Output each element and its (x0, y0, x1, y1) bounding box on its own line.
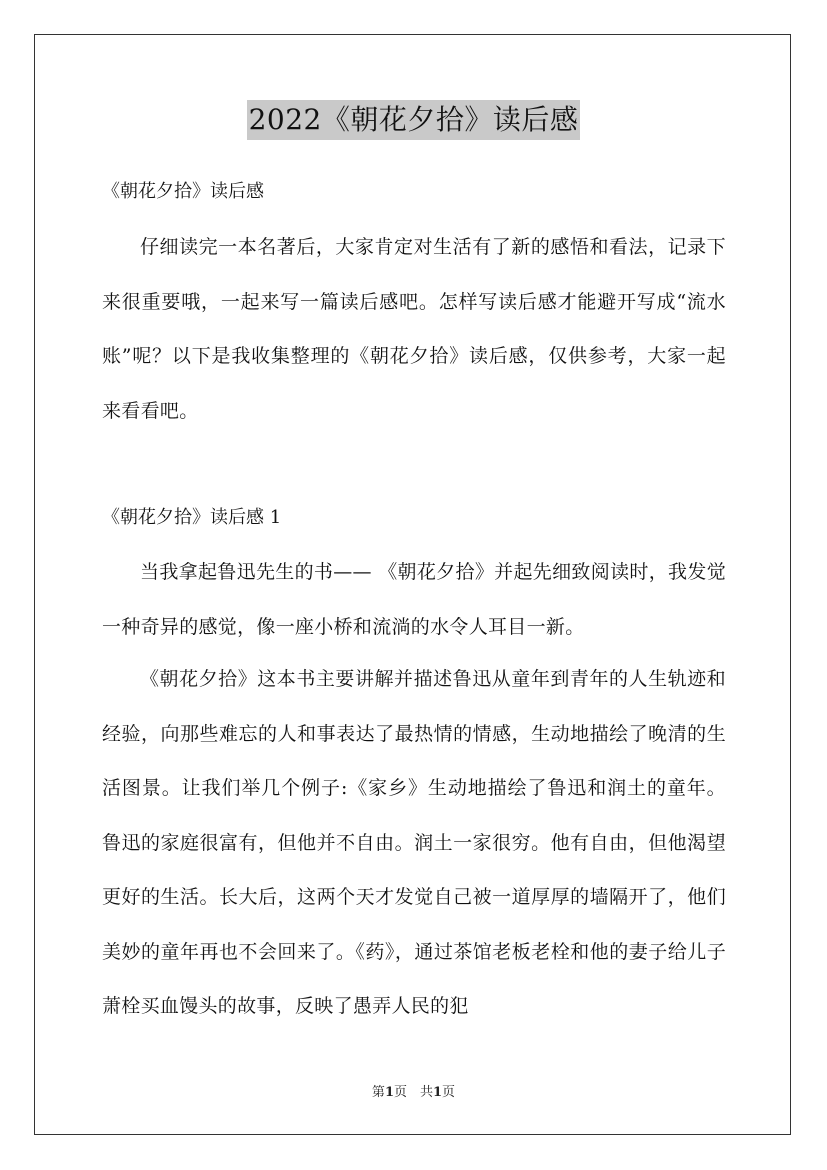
page-label-mid: 页 共 (393, 1085, 433, 1100)
document-title: 2022《朝花夕拾》读后感 (247, 100, 581, 140)
page-label-prefix: 第 (371, 1085, 385, 1100)
body-paragraph-2: 《朝花夕拾》这本书主要讲解并描述鲁迅从童年到青年的人生轨迹和经验，向那些难忘的人和事表达了最热情的情感，生动地描绘了晚清的生活图景。让我们举几个例子:《家乡》生动地描绘了鲁迅和润土的童年。鲁迅的家庭很富有，但他并不自由。润土一家很穷。他有自由，但他渴望更好的生活。长大后，这两个天才发觉自己被一道厚厚的墙隔开了，他们美妙的童年再也不会回来了。《药》，通过茶馆老板老栓和他的妻子给儿子萧栓买血馒头的故事，反映了愚弄人民的犯 (102, 668, 726, 1017)
page-label-suffix: 页 (442, 1085, 456, 1100)
page-footer (0, 1084, 827, 1102)
page-current: 1 (384, 1085, 394, 1100)
intro-paragraph: 仔细读完一本名著后，大家肯定对生活有了新的感悟和看法，记录下来很重要哦，一起来写一篇读后感吧。怎样写读后感才能避开写成“流水账”呢？以下是我收集整理的《朝花夕拾》读后感，仅供参考，大家一起来看看吧。 (102, 236, 726, 422)
page-total: 1 (433, 1085, 443, 1100)
body-paragraph-1: 当我拿起鲁迅先生的书—— 《朝花夕拾》并起先细致阅读时，我发觉一种奇异的感觉，像一座小桥和流淌的水令人耳目一新。 (102, 561, 726, 638)
section-heading: 《朝花夕拾》读后感 1 (102, 507, 282, 528)
title-container (0, 100, 827, 140)
document-subtitle: 《朝花夕拾》读后感 (102, 181, 264, 202)
